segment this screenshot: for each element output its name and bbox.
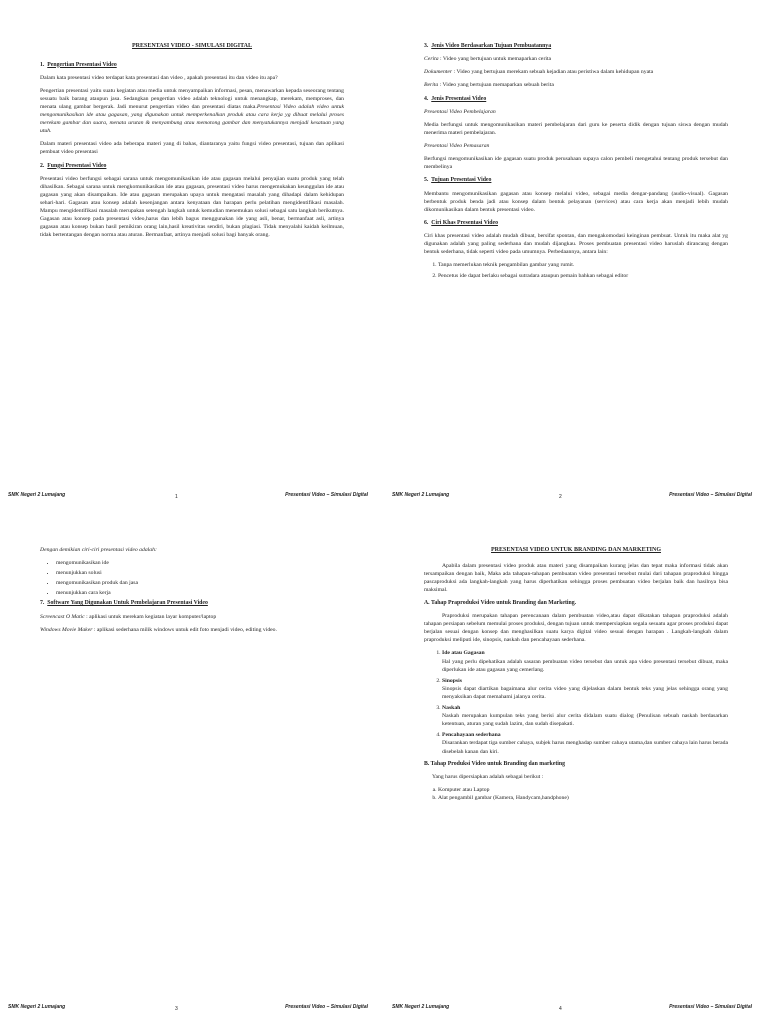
document-page-1 <box>0 0 384 512</box>
list-item: 4. Pencahayaan sederhana Disarankan terdapat tiga sumber cahaya, subjek harus menghadap sumber cahaya utama,dan sumber cahaya lain harus berada disebelah kanan dan kiri. <box>442 731 728 755</box>
document-page-3 <box>0 512 384 1024</box>
list-item: 2. Sinopsis Sinopsis dapat diartikan bagaimana alur cerita video yang dijelaskan dalam bentuk teks yang jelas sehingga orang yang menyaksikan dapat memahami jalanya cerita. <box>442 677 728 701</box>
list-item: a. Komputer atau Laptop <box>438 786 728 794</box>
page-number: 1 <box>175 494 178 500</box>
list-item: • menunjukkan solusi <box>56 569 344 577</box>
paragraph: Dokumenter : Video yang bertujuan merekam sebuah kejadian atau peristiwa dalam kehidupan nyata <box>424 69 654 76</box>
list-item: b. Alat pengambil gambar (Kamera, Handycam,handphone) <box>438 794 728 802</box>
list-item: • mengomunikasikan ide <box>56 559 344 567</box>
footer-doc-title: Presentasi Video – Simulasi Digital <box>669 492 752 498</box>
footer-school: SMK Negeri 2 Lumajang <box>8 492 66 498</box>
page-content <box>424 42 728 284</box>
paragraph: Dalam kata presentasi video terdapat kata presentasi dan video , apakah presentasi itu dan video itu apa? <box>40 74 278 81</box>
paragraph: Berita : Video yang bertujuan memaparkan sebuah berita <box>424 82 554 89</box>
document-page-4 <box>384 512 768 1024</box>
list-item: 3. Naskah Naskah merupakan kumpulan teks yang berisi alur cerita didalam suatu dialog (Penulisan sebuah naskah berdasarkan ketentuan, aturan yang sudah lazim, dan sudah disepakati. <box>442 704 728 728</box>
footer-school: SMK Negeri 2 Lumajang <box>392 1004 450 1010</box>
paragraph: Membantu mengomunikasikan gagasan atau konsep melalui video, sebagai media dengar-pandang (audio-visual). Gagasan berbentuk produk benda jadi atau konsep dalam bentuk pelayanan (services) atau cara kerja akan menjadi lebih mudah dikomunikasikan dalam bentuk presentasi video. <box>424 190 728 213</box>
page-footer <box>8 1004 376 1014</box>
paragraph: Dengan demikian ciri-ciri presentasi video adalah: <box>40 547 157 553</box>
page-title: PRESENTASI VIDEO UNTUK BRANDING DAN MARKETING <box>491 547 661 553</box>
section-heading: B. Tahap Produksi Video untuk Branding dan marketing <box>424 760 566 767</box>
numbered-list <box>424 261 728 280</box>
paragraph: Apabila dalam presentasi video produk atau materi yang disampaikan kurang jelas dan tepat maka informasi tidak akan tersampaikan dengan baik, Maka ada tahapan-tahapan pembuatan video presentasi tersebut mulai dari tahapan praproduksi hingga pascaproduksi ada langkah-langkah yang harus diperhatikan sehingga proses pembuatan video berjalan baik dan hasilnya bisa maksimal. <box>424 562 728 593</box>
numbered-list <box>424 649 728 755</box>
subheading: Presentasi Video Pemasaran <box>424 143 490 149</box>
page-number: 2 <box>559 494 562 500</box>
footer-school: SMK Negeri 2 Lumajang <box>392 492 450 498</box>
section-heading: 1. Pengertian Presentasi Video <box>40 61 117 68</box>
paragraph: Presentasi video berfungsi sebagai sarana untuk mengomunikasikan ide atau gagasan melalui penyajian suatu produk yang telah dihasilkan. Sebagai sarana untuk mengkomunikasikan ide atau gagasan, presentasi video harus mengemukakan keunggulan ide atau gagasan yang akan disampaikan. Ide atau gagasan merupakan upaya untuk mengatasi masalah yang dihadapi dalam kehidupan sehari-hari. Gagasan atau konsep adalah kesenjangan antara kenyataan dan harapan perlu pelatihan mengidentifikasi masalah. Mampu mengidentifikasi masalah merupakan setengah langkah untuk kemudian menemukan solusi sebagai satu langkah berikutnya. Gagasan atau konsep pada presentasi video,harus dan lebih bagus menggunakan ide yang asli, benar, bermanfaat asli, artinya gagasan atau konsep bukan hasil pemikiran orang lain,hasil kreativitas sendiri, bukan plagiasi. Tidak menyalahi kaidah keilmuan, tidak bertentangan dengan norma atau aturan. Bermanfaat, artinya menjadi solusi bagi banyak orang. <box>40 175 344 239</box>
bullet-list <box>40 559 344 597</box>
footer-doc-title: Presentasi Video – Simulasi Digital <box>669 1004 752 1010</box>
section-heading: 5. Tujuan Presentasi Video <box>424 177 492 184</box>
page-footer <box>392 1004 760 1014</box>
paragraph: Windows Movie Maker : aplikasi sederhana milik windows untuk edit foto menjadi video, editing video. <box>40 626 277 633</box>
document-page-2 <box>384 0 768 512</box>
page-footer <box>392 492 760 502</box>
list-item: • mengomunikasikan produk dan jasa <box>56 579 344 587</box>
page-content <box>424 546 728 802</box>
page-content <box>40 546 344 639</box>
page-title: PRESENTASI VIDEO - SIMULASI DIGITAL <box>131 43 253 49</box>
paragraph: Praproduksi merupakan tahapan perencanaan dalam pembuatan video,atau dapat dikatakan tahapan praproduksi adalah tahapan persiapan sebelum memulai proses produksi, dengan tujuan untuk mempersiapkan segala sesuatu agar proses produksi dapat berjalan sesuai dengan konsep dan menghasilkan suatu karya digital video sesuai dengan harapan . Langkah-langkah dalam praproduksi meliputi ide, sinopsis, naskah dan pencahayaan sederhana. <box>424 613 728 644</box>
lettered-list <box>424 786 728 802</box>
paragraph: Berfungsi mengomunikasikan ide gagasan suatu produk perusahaan supaya calon pembeli mengetahui tentang produk tersebut dan membelinya <box>424 156 728 171</box>
footer-doc-title: Presentasi Video – Simulasi Digital <box>285 492 368 498</box>
footer-school: SMK Negeri 2 Lumajang <box>8 1004 66 1010</box>
list-item: • menunjukkan cara kerja <box>56 589 344 597</box>
section-heading: 7. Software Yang Digunakan Untuk Pembelajaran Presentasi Video <box>40 600 208 607</box>
subheading: Presentasi Video Pembelajaran <box>424 108 496 115</box>
paragraph: Screencast O Matic : aplikasi untuk merekam kegiatan layar komputer/laptop <box>40 613 217 620</box>
paragraph: Yang harus dipersiapkan adalah sebagai berikut : <box>432 773 544 780</box>
page-number: 4 <box>559 1006 562 1012</box>
page-footer <box>8 492 376 502</box>
paragraph: Dalam materi presentasi video ada beberapa materi yang di bahas, diantaranya yaitu fungsi video presentasi, tujuan dan aplikasi pembuat video presentasi <box>40 141 344 156</box>
paragraph: Media berfungsi untuk mengomunikasikan materi pembelajaran dari guru ke peserta didik dengan tujuan siswa dengan mudah menerima materi pembelajaran. <box>424 121 728 136</box>
paragraph: Pengertian presentasi yaitu suatu kegiatan atau media untuk menyampaikan informasi, pesan, menawarkan kepada seseorang tentang sesuatu baik barang ataupun jasa. Sedangkan pengertian video adalah teknologi untuk menangkap, merekam, memproses, dan menata ulang gambar bergerak. Jadi menurut pengertian video dan presentasi diatas maka.Presentasi Video adalah video untuk mengomunikasikan ide atau gagasan, yang digunakan untuk memperkenalkan produk atau cara kerja yg dibuat melalui proses merekam gambar dan suara, menata urutan & menyambung atau memotong gambar dan menyatukannya menjadi kesatuan yang utuh. <box>40 87 344 135</box>
list-item: 1. Ide atau Gagasan Hal yang perlu dipehatikan adalah sasaran pembuatan video tersebut dan untuk apa video presentasi tersebut dibuat, maka diperlukan ide atau gagasan yang cemerlang. <box>442 649 728 673</box>
section-heading: A. Tahap Praproduksi Video untuk Branding dan Marketing. <box>424 599 577 606</box>
page-number: 3 <box>175 1006 178 1012</box>
section-heading: 2. Fungsi Presentasi Video <box>40 162 107 169</box>
paragraph: Ciri khas presentasi video adalah mudah dibuat, bersifat spontan, dan mengakomodasi keinginan pembuat. Untuk itu maka alat yg digunakan adalah yang paling sederhana dan mudah dijangkau. Proses pembuatan presentasi video haruslah dirancang dengan bentuk sederhana, tidak seperti video pada umumnya. Perbedaannya, antara lain: <box>424 233 728 256</box>
list-item: 1. Tanpa memerlukan teknik pengambilan gambar yang rumit. <box>438 261 728 269</box>
page-content <box>40 42 344 245</box>
footer-doc-title: Presentasi Video – Simulasi Digital <box>285 1004 368 1010</box>
section-heading: 3. Jenis Video Berdasarkan Tujuan Pembuatannya <box>424 43 552 49</box>
paragraph: Cerita : Video yang bertujuan untuk memaparkan cerita <box>424 56 552 63</box>
section-heading: 4. Jenis Presentasi Video <box>424 95 487 102</box>
list-item: 2. Pencetus ide dapat berlaku sebagai sutradara ataupun pemain bahkan sebagai editor <box>438 272 728 280</box>
section-heading: 6. Ciri Khas Presentasi Video <box>424 219 498 226</box>
